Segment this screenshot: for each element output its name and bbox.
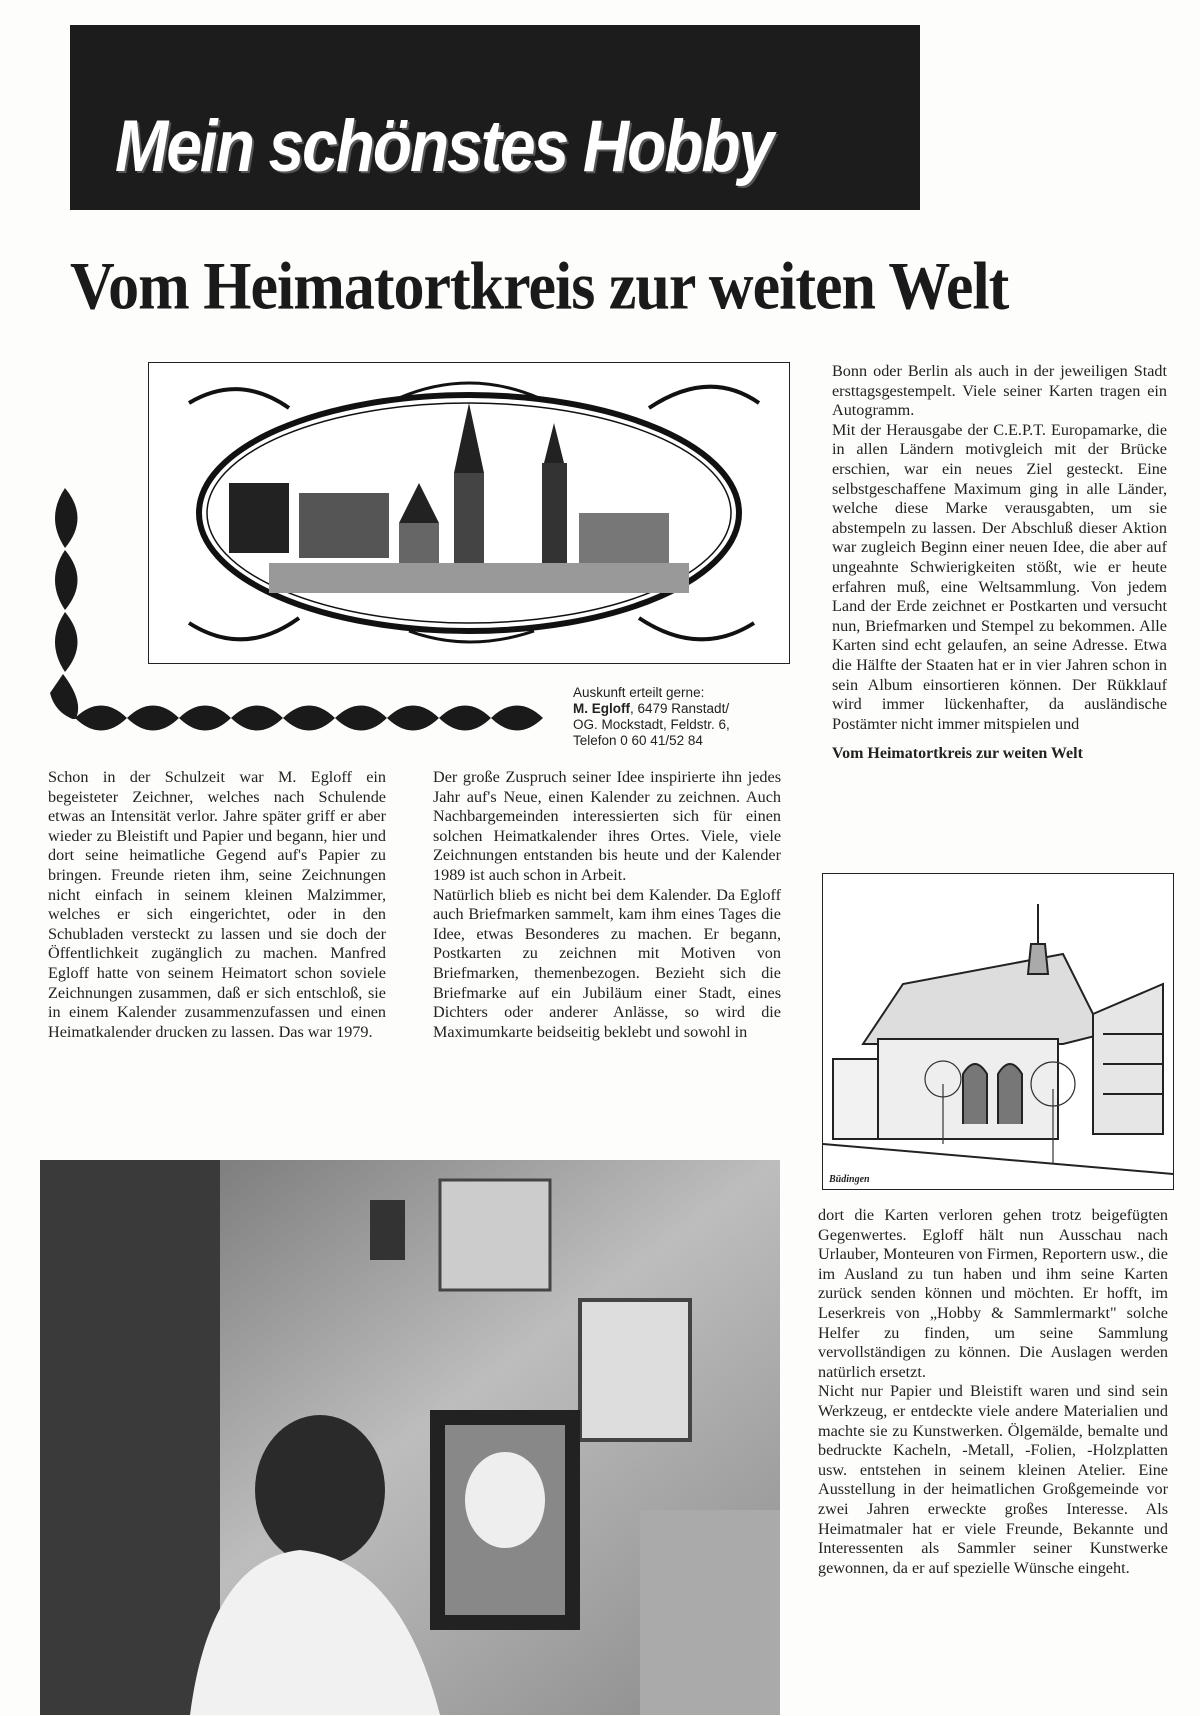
paragraph: Natürlich blieb es nicht bei dem Kalender. Da Egloff auch Briefmarken sammelt, kam ihm eines Tages die Idee, etwas Besonderes zu machen. Er begann, Postkarten zu zeichnen mit Motiven von Briefmarken, themenbezogen. Bezieht sich die Briefmarke auf ein Jubiläum einer Stadt, eines Dichters oder anderer Anlässe, so wird die Maximumkarte beidseitig beklebt und sowohl in bbox=[433, 885, 781, 1041]
caption-street: OG. Mockstadt, Feldstr. 6, bbox=[573, 717, 730, 732]
artist-photo bbox=[40, 1160, 780, 1715]
paragraph: Bonn oder Berlin als auch in der jeweiligen Stadt ersttagsgestempelt. Viele seiner Karten tragen ein Autogramm. bbox=[832, 362, 1167, 420]
paragraph: dort die Karten verloren gehen trotz beigefügten Gegenwertes. Egloff hält nun Ausschau nach Urlauber, Monteuren von Firmen, Reportern usw., die im Ausland zu tun haben und ihm seine Karten zurück senden können und möchten. Er hofft, im Leserkreis von „Hobby & Sammlermarkt" solche Helfer zu finden, um seine Sammlung vervollständigen zu können. Die Auslagen werden natürlich ersetzt. bbox=[818, 1206, 1168, 1381]
scallop-ornament bbox=[127, 706, 179, 731]
church-drawing-label: Büdingen bbox=[829, 1174, 870, 1185]
section-banner-title: Mein schönstes Hobby bbox=[115, 104, 772, 187]
church-drawing bbox=[822, 873, 1174, 1190]
section-banner bbox=[70, 25, 920, 210]
paragraph: Schon in der Schulzeit war M. Egloff ein begeisteter Zeichner, welches nach Schulende etwas an Intensität verlor. Jahre später griff er aber wieder zu Bleistift und Papier und begann, hier und dort seine heimatliche Gegend auf's Papier zu bringen. Freunde rieten ihm, seine Zeichnungen nicht einfach in seinem kleinen Malzimmer, welches er sich eingerichtet, oder in den Schubladen versteckt zu lassen und sie doch der Öffentlichkeit zugänglich zu machen. Manfred Egloff hatte von seinem Heimatort schon soviele Zeichnungen zusammen, daß er sich entschloß, sie in einem Kalender zusammenzufassen und einen Heimatkalender drucken zu lassen. Das war 1979. bbox=[48, 768, 386, 1041]
caption-address-line bbox=[573, 701, 773, 717]
scallop-ornament bbox=[179, 706, 231, 731]
caption-phone: Telefon 0 60 41/52 84 bbox=[573, 733, 703, 748]
caption-address: , 6479 Ranstadt/ bbox=[630, 701, 730, 716]
scallop-ornament bbox=[439, 706, 491, 731]
article-column-1 bbox=[48, 768, 386, 1042]
scallop-ornament bbox=[335, 706, 387, 731]
paragraph: Der große Zuspruch seiner Idee inspirierte ihn jedes Jahr auf's Neue, einen Kalender zu zeichnen. Auch Nachbargemeinden interessierten sich für einen solchen Heimatkalender ihres Ortes. Viele, viele Zeichnungen entstanden bis heute und der Kalender 1989 ist auch schon in Arbeit. bbox=[433, 768, 781, 884]
church-drawing-illustration bbox=[823, 874, 1173, 1189]
article-column-3 bbox=[832, 362, 1167, 764]
contact-caption bbox=[573, 685, 773, 749]
scallop-ornament bbox=[491, 706, 543, 731]
caption-intro: Auskunft erteilt gerne: bbox=[573, 685, 705, 700]
article-column-2 bbox=[433, 768, 781, 1042]
article-column-3-continued bbox=[818, 1206, 1168, 1578]
town-drawing-illustration bbox=[149, 363, 789, 663]
scallop-ornament bbox=[387, 706, 439, 731]
scallop-ornament bbox=[231, 706, 283, 731]
scallop-ornament bbox=[75, 706, 127, 731]
scallop-ornament bbox=[283, 706, 335, 731]
column-subhead: Vom Heimatortkreis zur weiten Welt bbox=[832, 745, 1083, 763]
artist-photo-image bbox=[40, 1160, 780, 1715]
ornamental-town-drawing bbox=[148, 362, 790, 664]
article-headline: Vom Heimatortkreis zur weiten Welt bbox=[70, 249, 1009, 324]
paragraph: Mit der Herausgabe der C.E.P.T. Europamarke, die in allen Ländern motivgleich mit der Brücke erschien, war ein neues Ziel gesteckt. Eine selbstgeschaffene Maximum ging in alle Länder, welche diese Marke verausgabten, um sie abstempeln zu lassen. Der Abschluß dieser Aktion war zugleich Beginn einer neuen Idee, die aber auf ungeahnte Schwierigkeiten stößt, wie er heute erfahren muß, eine Weltsammlung. Von jedem Land der Erde zeichnet er Postkarten und versucht nun, Briefmarken und Stempel zu bekommen. Alle Karten sind echt gelaufen, an seine Adresse. Etwa die Hälfte der Staaten hat er in vier Jahren schon in sein Album einsortieren können. Der Rükklauf wird immer lückenhafter, da ausländische Postämter nicht immer mitspielen und bbox=[832, 420, 1167, 733]
caption-name: M. Egloff bbox=[573, 701, 630, 716]
paragraph: Nicht nur Papier und Bleistift waren und sind sein Werkzeug, er entdeckte viele andere Materialien und machte sie zu Kunstwerken. Ölgemälde, bemalte und bedruckte Kacheln, -Metall, -Folien, -Holzplatten usw. entstehen in seinem kleinen Atelier. Eine Ausstellung in der heimatlichen Großgemeinde vor zwei Jahren erweckte großes Interesse. Als Heimatmaler hat er viele Freunde, Bekannte und Interessenten als Sammler seiner Kunstwerke gewonnen, da er auf spezielle Wünsche eingeht. bbox=[818, 1382, 1168, 1577]
